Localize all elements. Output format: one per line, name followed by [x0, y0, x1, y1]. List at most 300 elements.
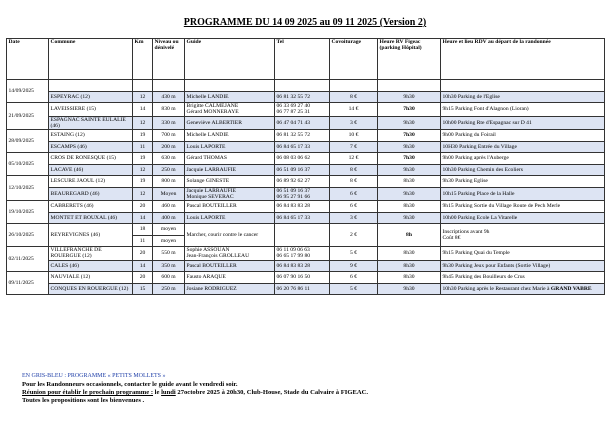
commune-cell-line: VILLEFRANCHE DE ROUERGUE (12)	[50, 247, 102, 260]
tel-cell	[275, 187, 330, 201]
tel-cell-line: 06 08 03 06 62	[276, 155, 311, 162]
figeac-time-cell-line: 8h30	[403, 250, 415, 257]
meeting-cell-line: 9h00 Parking après l'Auberge	[442, 155, 509, 162]
meeting-cell	[441, 80, 605, 92]
commune-cell	[49, 153, 133, 165]
commune-cell	[49, 116, 133, 130]
guide-cell-line: Solange GINESTE	[186, 178, 230, 185]
commune-cell	[49, 201, 133, 213]
km-cell-line: 14	[139, 106, 146, 113]
meeting-cell	[441, 272, 605, 284]
carpool-cell	[330, 212, 378, 224]
level-cell	[153, 260, 185, 272]
km-cell-line: 11	[139, 143, 146, 150]
carpool-cell-line: 12 €	[348, 155, 359, 162]
level-cell-line: 400 m	[161, 214, 176, 221]
date-cell: 14/09/2025	[7, 80, 49, 103]
tel-cell	[275, 141, 330, 153]
level-cell	[153, 201, 185, 213]
km-cell-line: 19	[139, 178, 146, 185]
guide-cell-line: Marcher, courir contre le cancer	[186, 231, 259, 238]
program-table	[6, 38, 605, 295]
km-cell	[133, 201, 153, 213]
level-cell	[153, 224, 185, 236]
footer-notes	[22, 373, 368, 406]
level-cell-line: 700 m	[161, 132, 176, 139]
figeac-time-cell	[378, 80, 441, 92]
level-cell	[153, 176, 185, 188]
km-cell	[133, 272, 153, 284]
commune-cell	[49, 103, 133, 117]
commune-cell	[49, 80, 133, 92]
tel-cell	[275, 260, 330, 272]
carpool-cell	[330, 130, 378, 142]
guide-cell-line: Sophie ASSOUAN	[186, 247, 230, 253]
tel-cell	[275, 201, 330, 213]
figeac-time-cell	[378, 187, 441, 201]
tel-cell-line: 06 11 09 06 63	[276, 247, 310, 253]
col-header: Commune	[49, 39, 133, 80]
carpool-cell-line: 7 €	[350, 143, 357, 150]
meeting-note	[22, 389, 368, 397]
km-cell	[133, 247, 153, 261]
commune-cell-line: CABRERETS (46)	[50, 203, 94, 210]
level-cell	[153, 235, 185, 247]
figeac-time-cell-line: 8h30	[403, 178, 415, 185]
tel-cell-line: 06 81 32 55 72	[276, 132, 311, 139]
guide-cell	[185, 187, 275, 201]
figeac-time-cell	[378, 116, 441, 130]
commune-cell	[49, 272, 133, 284]
tel-cell-line: 06 51 09 16 37	[276, 166, 311, 173]
level-cell-line: 250 m	[161, 166, 176, 173]
commune-cell-line: ESPAGNAC SAINTE EULALIE (46)	[50, 116, 126, 129]
table-row	[7, 91, 605, 103]
carpool-cell	[330, 164, 378, 176]
level-cell-line: 800 m	[161, 178, 176, 185]
level-cell-line: Moyen	[160, 190, 177, 197]
col-header: Covoiturage	[330, 39, 378, 80]
guide-cell	[185, 80, 275, 92]
figeac-time-cell-line: 8h30	[403, 262, 415, 269]
tel-cell	[275, 103, 330, 117]
level-cell	[153, 141, 185, 153]
commune-cell	[49, 187, 133, 201]
level-cell	[153, 212, 185, 224]
tel-cell	[275, 91, 330, 103]
guide-cell	[185, 164, 275, 176]
carpool-cell	[330, 91, 378, 103]
level-cell-line: moyen	[160, 226, 177, 233]
commune-cell	[49, 224, 133, 247]
km-cell	[133, 187, 153, 201]
date-cell: 28/09/2025	[7, 130, 49, 153]
meeting-note-details: 27octobre 2025 à 20h30, Club-House, Stade du Calvaire à FIGEAC.	[175, 388, 369, 396]
carpool-cell	[330, 283, 378, 295]
commune-cell	[49, 130, 133, 142]
meeting-cell-line: 9h45 Parking des Bouilleurs de Crus	[442, 274, 525, 281]
km-cell-line: 12	[139, 190, 146, 197]
carpool-cell-line: 6 €	[350, 274, 357, 281]
km-cell-line: 12	[139, 119, 146, 126]
commune-cell-line: BEAUREGARD (46)	[50, 190, 100, 197]
level-cell	[153, 91, 185, 103]
meeting-cell-line: 10h30 Parking Chemin des Ecoliers	[442, 166, 523, 173]
figeac-time-cell-line: 7h30	[403, 155, 415, 162]
date-cell: 19/10/2025	[7, 201, 49, 224]
level-cell	[153, 283, 185, 295]
meeting-cell	[441, 153, 605, 165]
commune-cell-line: CONQUES EN ROUERGUE (12)	[50, 285, 129, 292]
level-cell	[153, 272, 185, 284]
tel-cell-line: 06 89 92 62 27	[276, 178, 311, 185]
meeting-cell	[441, 176, 605, 188]
col-header: Heure et lieu RDV au départ de la randonnée	[441, 39, 605, 80]
guide-cell-line: Gérard MONNERAYE	[186, 109, 239, 116]
guide-cell-line: Louis LAPORTE	[186, 214, 226, 221]
commune-cell-line: ESTAING (12)	[50, 132, 85, 139]
carpool-cell-line: 6 €	[350, 190, 357, 197]
carpool-cell-line: 10 €	[348, 132, 359, 139]
guide-cell	[185, 247, 275, 261]
table-body	[7, 80, 605, 295]
commune-cell	[49, 247, 133, 261]
table-row	[7, 130, 605, 142]
level-cell-line: 330 m	[161, 119, 176, 126]
meeting-cell	[441, 141, 605, 153]
figeac-time-cell	[378, 164, 441, 176]
figeac-time-cell-line: 8h	[406, 231, 412, 238]
col-header: Tel	[275, 39, 330, 80]
figeac-time-cell-line: 9h30	[403, 285, 415, 292]
table-row	[7, 176, 605, 188]
carpool-cell	[330, 247, 378, 261]
meeting-cell	[441, 212, 605, 224]
table-row	[7, 272, 605, 284]
date-cell: 21/09/2025	[7, 103, 49, 130]
col-header: Heure RV Figeac (parking Hôpital)	[378, 39, 441, 80]
guide-cell-line: Jean-François GROLLEAU	[186, 253, 250, 260]
welcome-note: Toutes les propositions sont les bienvenues .	[22, 397, 145, 405]
carpool-cell	[330, 80, 378, 92]
guide-cell-line: Michelle LANDIE	[186, 93, 229, 100]
tel-cell	[275, 176, 330, 188]
meeting-cell-line: 9h15 Parking Sortie du Village Route de Pech Merle	[442, 203, 561, 210]
guide-cell	[185, 130, 275, 142]
meeting-cell-line: 10h00 Parking Ecole La Vitarelle	[442, 214, 518, 221]
meeting-cell	[441, 91, 605, 103]
km-cell-line: 19	[139, 155, 146, 162]
level-cell-line: 200 m	[161, 143, 176, 150]
commune-cell-line: ESPEYRAC (12)	[50, 93, 90, 100]
guide-cell-line: Fausto ARAQUE	[186, 274, 226, 281]
guide-cell	[185, 272, 275, 284]
commune-cell-line: LACAVE (46)	[50, 166, 84, 173]
tel-cell-line: 06 84 65 17 33	[276, 143, 311, 150]
km-cell-line: 18	[139, 226, 146, 233]
level-cell	[153, 103, 185, 117]
meeting-cell	[441, 224, 605, 247]
km-cell-line: 20	[139, 203, 146, 210]
km-cell-line: 20	[139, 250, 146, 257]
tel-cell	[275, 224, 330, 247]
km-cell	[133, 260, 153, 272]
figeac-time-cell	[378, 141, 441, 153]
commune-cell-line: LESCURE JAOUL (12)	[50, 178, 105, 185]
meeting-note-label: Réunion pour établir le prochain programme :	[22, 388, 154, 396]
guide-cell	[185, 116, 275, 130]
col-header: Guide	[185, 39, 275, 80]
tel-cell-line: 06 84 83 83 28	[276, 262, 311, 269]
guide-cell-line: Jacquie LARRAUFIE	[186, 166, 237, 173]
commune-cell	[49, 141, 133, 153]
figeac-time-cell-line: 8h30	[403, 203, 415, 210]
level-cell	[153, 153, 185, 165]
meeting-cell-line: Coût 8€	[442, 235, 461, 241]
meeting-cell-line: 9h30 Parking Eglise	[442, 178, 488, 185]
level-cell-line: 600 m	[161, 274, 176, 281]
guide-contact-note: Pour les Randonneurs occasionnels, contacter le guide avant le vendredi soir.	[22, 380, 238, 388]
carpool-cell-line: 5 €	[350, 250, 357, 257]
guide-cell	[185, 201, 275, 213]
carpool-cell	[330, 141, 378, 153]
level-cell-line: 350 m	[161, 262, 176, 269]
guide-cell-line: Louis LAPORTE	[186, 143, 226, 150]
figeac-time-cell	[378, 91, 441, 103]
tel-cell-line: 06 20 76 86 11	[276, 285, 310, 292]
km-cell	[133, 141, 153, 153]
figeac-time-cell-line: 9h30	[403, 214, 415, 221]
table-header-row	[7, 39, 605, 80]
level-cell-line: 250 m	[161, 285, 176, 292]
page-title: PROGRAMME DU 14 09 2025 au 09 11 2025 (Version 2)	[183, 17, 427, 28]
tel-cell-line: 06 65 17 99 80	[276, 253, 311, 260]
commune-cell-line: REYREVIGNES (46)	[50, 231, 101, 238]
commune-cell	[49, 176, 133, 188]
km-cell	[133, 283, 153, 295]
table-row	[7, 80, 605, 92]
km-cell-line: 19	[139, 132, 146, 139]
figeac-time-cell	[378, 201, 441, 213]
figeac-time-cell	[378, 272, 441, 284]
tel-cell-line: 06 77 87 25 31	[276, 109, 311, 116]
meeting-cell	[441, 201, 605, 213]
date-cell: 05/10/2025	[7, 153, 49, 176]
meeting-cell	[441, 103, 605, 117]
meeting-note-le: le	[153, 388, 162, 396]
guide-cell	[185, 91, 275, 103]
commune-cell-line: MONTET ET BOUXAL (46)	[50, 214, 118, 221]
tel-cell	[275, 80, 330, 92]
km-cell-line: 15	[139, 285, 146, 292]
km-cell	[133, 153, 153, 165]
level-cell-line: moyen	[160, 237, 177, 244]
km-cell	[133, 176, 153, 188]
km-cell	[133, 103, 153, 117]
guide-cell	[185, 224, 275, 247]
date-cell: 12/10/2025	[7, 176, 49, 201]
tel-cell-line: 06 81 32 55 72	[276, 93, 311, 100]
figeac-time-cell-line: 9h30	[403, 166, 415, 173]
carpool-cell	[330, 116, 378, 130]
meeting-cell-line: 10H30 Parking Entrée du Village	[442, 143, 517, 150]
guide-cell-line: Josiane RODRIGUEZ	[186, 285, 237, 292]
figeac-time-cell-line: 9h30	[403, 119, 415, 126]
guide-cell-line: Gérard THOMAS	[186, 155, 227, 162]
tel-cell-line: 06 47 04 71 43	[276, 119, 311, 126]
figeac-time-cell-line: 7h30	[403, 106, 415, 113]
figeac-time-cell	[378, 130, 441, 142]
level-cell-line: 550 m	[161, 250, 176, 257]
figeac-time-cell-line: 9h30	[403, 143, 415, 150]
km-cell	[133, 116, 153, 130]
carpool-cell	[330, 187, 378, 201]
meeting-note-day: lundi	[161, 388, 176, 396]
meeting-cell	[441, 187, 605, 201]
tel-cell-line: 06 84 83 83 28	[276, 203, 311, 210]
figeac-time-cell-line: 9h30	[403, 93, 415, 100]
carpool-cell-line: 9 €	[350, 262, 357, 269]
commune-cell	[49, 260, 133, 272]
legend-note: EN GRIS-BLEU : PROGRAMME « PETITS MOLLETS »	[22, 373, 166, 379]
meeting-cell	[441, 260, 605, 272]
guide-cell	[185, 260, 275, 272]
level-cell	[153, 116, 185, 130]
commune-cell-line: CROS DE RONESQUE (15)	[50, 155, 116, 162]
km-cell-line: 20	[139, 274, 146, 281]
figeac-time-cell-line: 9h30	[403, 190, 415, 197]
meeting-cell-line: 9h00 Parking du Foirail	[442, 132, 496, 139]
guide-cell	[185, 283, 275, 295]
km-cell-line: 14	[139, 262, 146, 269]
km-cell	[133, 212, 153, 224]
level-cell-line: 630 m	[161, 155, 176, 162]
tel-cell	[275, 247, 330, 261]
figeac-time-cell	[378, 212, 441, 224]
meeting-cell-line: 10h30 Parking de l'Eglise	[442, 93, 500, 100]
tel-cell	[275, 153, 330, 165]
tel-cell	[275, 272, 330, 284]
km-cell-line: 11	[139, 237, 146, 244]
carpool-cell	[330, 176, 378, 188]
carpool-cell-line: 3 €	[350, 119, 357, 126]
commune-cell	[49, 212, 133, 224]
carpool-cell	[330, 201, 378, 213]
figeac-time-cell	[378, 247, 441, 261]
figeac-time-cell	[378, 260, 441, 272]
tel-cell-line: 06 33 69 27 40	[276, 103, 311, 109]
col-header: Niveau ou dénivelé	[153, 39, 185, 80]
guide-cell	[185, 153, 275, 165]
guide-cell-line: Pascal BOUTEILLER	[186, 203, 237, 210]
tel-cell	[275, 130, 330, 142]
guide-cell-line: Geneviève ALBERTIER	[186, 119, 242, 126]
level-cell-line: 830 m	[161, 106, 176, 113]
table-row	[7, 141, 605, 153]
figeac-time-cell	[378, 224, 441, 247]
level-cell-line: 460 m	[161, 203, 176, 210]
meeting-cell	[441, 283, 605, 295]
km-cell	[133, 224, 153, 236]
guide-cell	[185, 176, 275, 188]
tel-cell-line: 06 51 09 16 37	[276, 187, 311, 194]
guide-cell	[185, 212, 275, 224]
carpool-cell-line: 8 €	[350, 166, 357, 173]
figeac-time-cell	[378, 153, 441, 165]
figeac-time-cell	[378, 283, 441, 295]
date-cell: 02/11/2025	[7, 247, 49, 272]
km-cell	[133, 91, 153, 103]
carpool-cell-line: 8 €	[350, 178, 357, 185]
level-cell	[153, 80, 185, 92]
table-row	[7, 224, 605, 236]
figeac-time-cell	[378, 103, 441, 117]
km-cell	[133, 164, 153, 176]
col-header: Km	[133, 39, 153, 80]
meeting-cell-line: 9h15 Parking Font d'Alagnon (Lioran)	[442, 106, 529, 113]
km-cell	[133, 130, 153, 142]
carpool-cell	[330, 153, 378, 165]
meeting-cell	[441, 247, 605, 261]
meeting-cell	[441, 130, 605, 142]
carpool-cell	[330, 103, 378, 117]
guide-cell-line: Monique SEVERAC	[186, 193, 234, 200]
commune-cell-line: CALES (46)	[50, 262, 79, 269]
km-cell	[133, 80, 153, 92]
meeting-cell-line: 10h15 Parking Place de la Halle	[442, 190, 515, 197]
guide-cell-line: Jacquie LARRAUFIE	[186, 187, 237, 194]
carpool-cell-line: 6 €	[350, 203, 357, 210]
tel-cell-line: 06 84 65 17 33	[276, 214, 311, 221]
meeting-cell-line: Inscriptions avant 9h	[442, 228, 490, 235]
carpool-cell	[330, 224, 378, 247]
figeac-time-cell-line: 7h30	[403, 132, 415, 139]
commune-cell	[49, 283, 133, 295]
level-cell	[153, 130, 185, 142]
km-cell-line: 14	[139, 214, 146, 221]
tel-cell	[275, 164, 330, 176]
guide-cell-line: Michelle LANDIE	[186, 132, 229, 139]
km-cell-line: 12	[139, 166, 146, 173]
meeting-cell-line: 9h15 Parking Quai du Temple	[442, 250, 510, 257]
carpool-cell	[330, 272, 378, 284]
tel-cell	[275, 212, 330, 224]
km-cell	[133, 235, 153, 247]
meeting-cell	[441, 116, 605, 130]
commune-cell-line: LAVEISSIERE (15)	[50, 106, 96, 113]
col-header: Date	[7, 39, 49, 80]
commune-cell	[49, 164, 133, 176]
date-cell: 09/11/2025	[7, 272, 49, 295]
tel-cell-line: 06 95 27 91 66	[276, 193, 311, 200]
figeac-time-cell-line: 8h30	[403, 274, 415, 281]
tel-cell	[275, 283, 330, 295]
meeting-cell-line: 9h30 Parking Jeux pour Enfants (Sortie Village)	[442, 262, 551, 269]
guide-cell-line: Pascal BOUTEILLER	[186, 262, 237, 269]
guide-cell	[185, 141, 275, 153]
meeting-cell	[441, 164, 605, 176]
meeting-cell-line: 10h00 Parking Rte d'Espagnac sur D 41	[442, 119, 532, 126]
date-cell: 26/10/2025	[7, 224, 49, 247]
commune-cell-line: NAUVIALE (12)	[50, 274, 91, 281]
carpool-cell-line: 8 €	[350, 93, 357, 100]
level-cell	[153, 187, 185, 201]
carpool-cell-line: 5 €	[350, 285, 357, 292]
figeac-time-cell	[378, 176, 441, 188]
level-cell	[153, 247, 185, 261]
guide-cell-line: Brigitte CALMEJANE	[186, 103, 239, 109]
table-row	[7, 164, 605, 176]
